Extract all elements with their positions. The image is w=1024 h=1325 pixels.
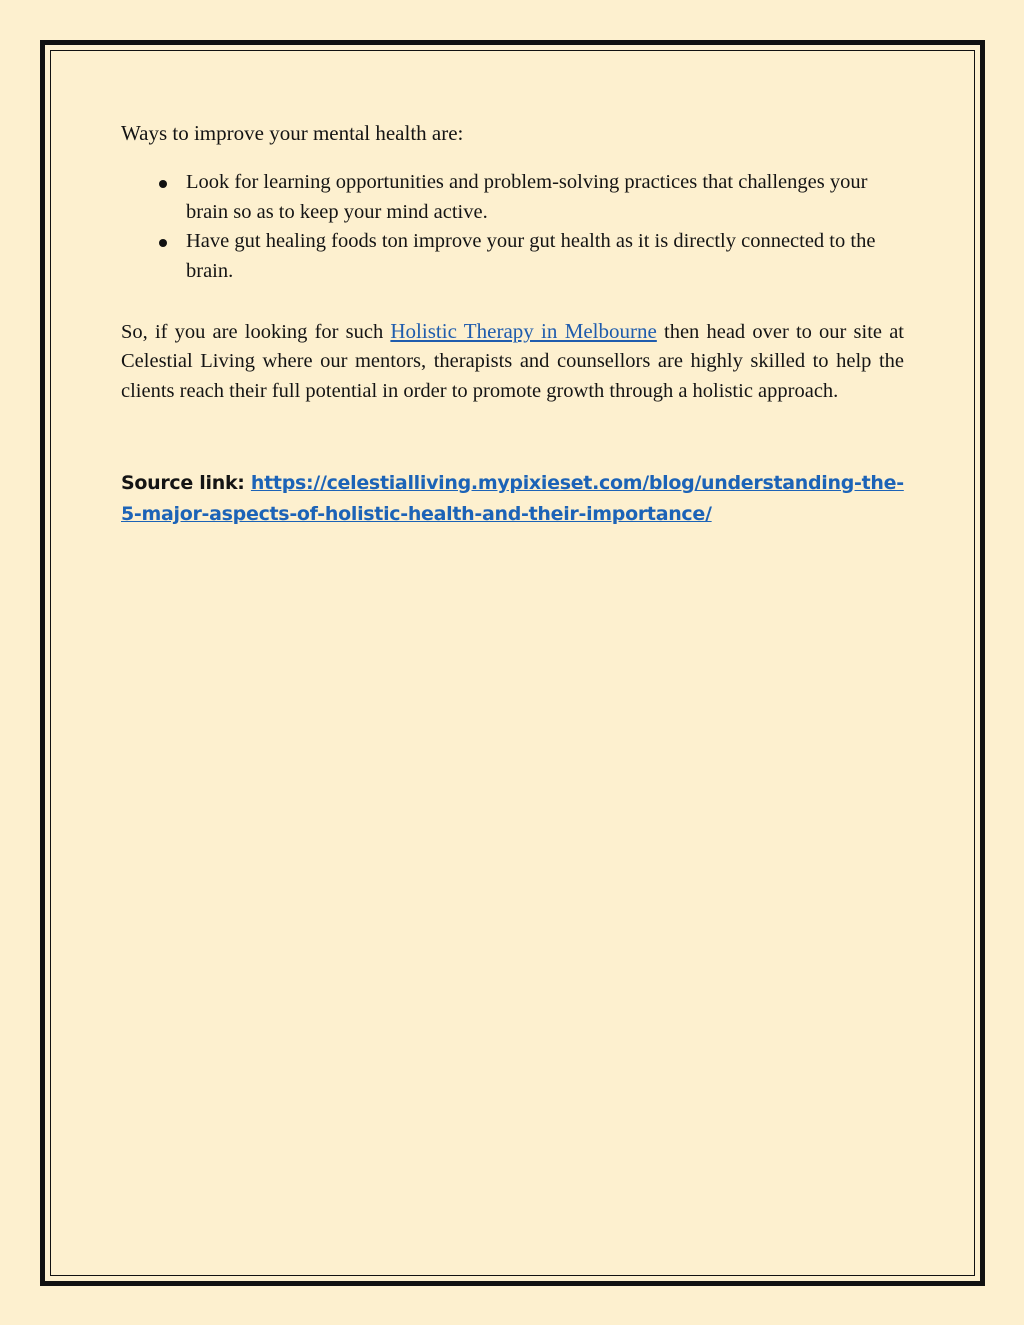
bullet-icon bbox=[159, 239, 167, 247]
list-item bbox=[121, 227, 904, 286]
paragraph-text-end: then head over to our site at Celestial Living where our mentors, therapists and counsellors are highly skilled to help the clients reach their full potential in order to promote growth through a holistic approach. bbox=[121, 321, 904, 402]
source-url-link[interactable]: https://celestialliving.mypixieset.com/blog/understanding-the-5-major-aspects-of-holistic-health-and-their-importance/ bbox=[121, 471, 904, 525]
list-item bbox=[121, 168, 904, 227]
bullet-icon bbox=[159, 180, 167, 188]
list-item-text: Look for learning opportunities and problem-solving practices that challenges your brain so as to keep your mind active. bbox=[186, 171, 868, 223]
body-paragraph bbox=[121, 317, 904, 406]
holistic-therapy-link[interactable]: Holistic Therapy in Melbourne bbox=[390, 319, 657, 343]
source-label: Source link: bbox=[121, 471, 251, 494]
section-heading: Ways to improve your mental health are: bbox=[121, 121, 464, 145]
source-line bbox=[121, 468, 904, 530]
document-content bbox=[121, 118, 904, 530]
list-item-text: Have gut healing foods ton improve your gut health as it is directly connected to the brain. bbox=[186, 230, 876, 282]
paragraph-text-start: So, if you are looking for such bbox=[121, 321, 391, 343]
tips-list bbox=[121, 168, 904, 286]
